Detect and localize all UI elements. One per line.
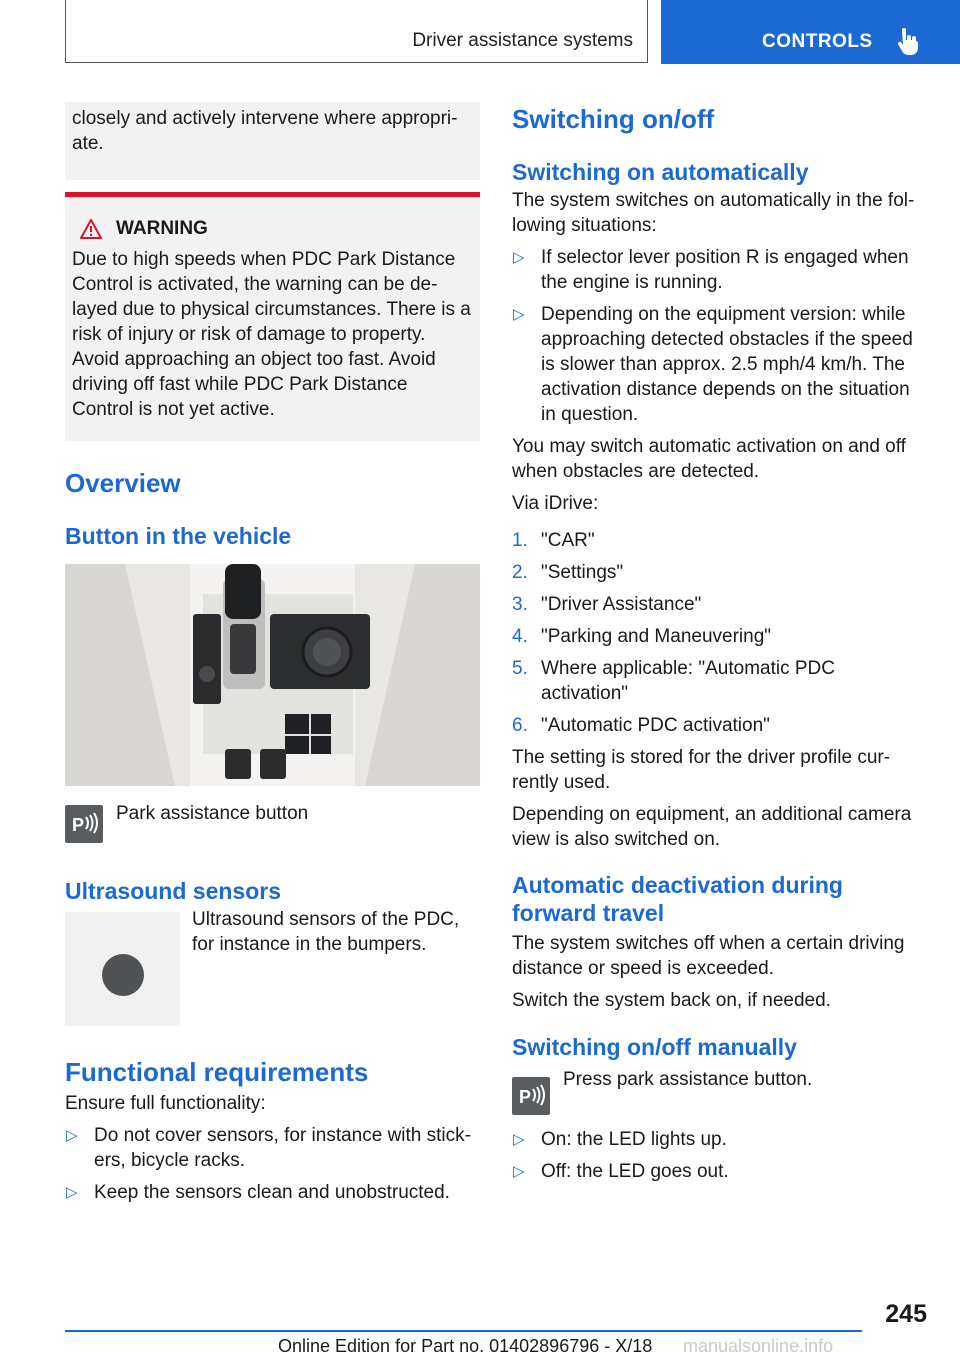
list-item: ▷ If selector lever position R is engaged when the engine is running. (513, 247, 909, 293)
auto-heading: Switching on automatically (512, 159, 809, 185)
section-title: Driver assistance systems (412, 30, 633, 51)
left-column (65, 102, 480, 1212)
button-heading: Button in the vehicle (65, 523, 292, 549)
manual-caption-row (512, 1067, 922, 1115)
svg-text:P: P (519, 1087, 532, 1107)
park-assist-caption: Park assistance button (116, 803, 309, 824)
bullet-triangle-icon: ▷ (66, 1127, 78, 1144)
list-item: 2. "Settings" (512, 562, 624, 583)
bullet-triangle-icon: ▷ (513, 249, 525, 266)
ultrasound-sensor-image (65, 912, 180, 1026)
bullet-triangle-icon: ▷ (513, 1163, 525, 1180)
list-item: ▷ Keep the sensors clean and unobstructed. (66, 1182, 450, 1203)
note-text: closely and actively intervene where appropri‐ate. (72, 108, 458, 154)
manual-list (512, 1127, 922, 1184)
auto-list (512, 245, 922, 427)
list-item: 6. "Automatic PDC activation" (512, 715, 770, 736)
via-idrive: Via iDrive: (512, 493, 599, 514)
auto-intro: The system switches on automatically in the fol‐lowing situations: (512, 190, 915, 236)
warning-triangle-icon (80, 219, 102, 239)
warning-header (72, 216, 473, 241)
right-column (512, 102, 922, 1191)
svg-text:P: P (72, 815, 85, 835)
list-item: ▷ Do not cover sensors, for instance with stick‐ers, bicycle racks. (66, 1125, 471, 1171)
park-assist-icon (65, 805, 103, 843)
functional-heading: Functional requirements (65, 1057, 369, 1087)
list-item: ▷ Off: the LED goes out. (513, 1161, 729, 1182)
overview-heading: Overview (65, 468, 181, 498)
stored-para: The setting is stored for the driver profile cur‐rently used. (512, 747, 891, 793)
warning-title: WARNING (116, 218, 208, 239)
bullet-triangle-icon: ▷ (513, 306, 525, 323)
ultrasound-heading: Ultrasound sensors (65, 878, 281, 904)
deactivation-heading: Automatic deactivation during forward travel (512, 872, 843, 926)
ultrasound-sensor-dot (102, 954, 144, 996)
header-section-box (65, 0, 648, 63)
warning-text: Due to high speeds when PDC Park Distance Control is activated, the warning can be de‐layed due to physical circumstances. There is a risk of injury or risk of damage to property. Avoid approaching an object too fast. Avoid driving off fast while PDC Park Distance Control is not yet active. (72, 249, 471, 420)
switch-back-para: Switch the system back on, if needed. (512, 990, 831, 1011)
manual-caption: Press park assistance button. (563, 1069, 813, 1090)
console-photo (65, 564, 480, 786)
controls-tab-label: CONTROLS (762, 31, 873, 52)
camera-para: Depending on equipment, an additional camera view is also switched on. (512, 804, 912, 850)
list-item: 5. Where applicable: "Automatic PDC activation" (512, 658, 835, 704)
center-console-image (65, 564, 480, 786)
idrive-steps (512, 528, 922, 738)
ultrasound-text: Ultrasound sensors of the PDC, for instance in the bumpers. (192, 909, 460, 955)
page-number: 245 (885, 1300, 927, 1328)
manual-heading: Switching on/off manually (512, 1034, 797, 1060)
list-item: ▷ On: the LED lights up. (513, 1129, 727, 1150)
deactivation-para: The system switches off when a certain driving distance or speed is exceeded. (512, 933, 905, 979)
bullet-triangle-icon: ▷ (66, 1184, 78, 1201)
functional-list (65, 1123, 480, 1205)
bullet-triangle-icon: ▷ (513, 1131, 525, 1148)
hand-pointer-icon (895, 27, 921, 55)
list-item: 4. "Parking and Maneuvering" (512, 626, 772, 647)
footer-edition: Online Edition for Part no. 01402896796 - X/18 (278, 1336, 653, 1356)
footer-watermark: manualsonline.info (683, 1336, 834, 1356)
list-item: ▷ Depending on the equipment version: while approaching detected obstacles if the speed is slower than approx. 2.5 mph/4 km/h. The activation distance depends on the situation in question. (513, 304, 913, 425)
switching-heading: Switching on/off (512, 104, 715, 134)
park-assist-icon (512, 1077, 550, 1115)
functional-intro: Ensure full functionality: (65, 1093, 266, 1114)
footer-divider (65, 1330, 862, 1332)
list-item: 1. "CAR" (512, 530, 595, 551)
note-box (65, 102, 480, 180)
list-item: 3. "Driver Assistance" (512, 594, 702, 615)
park-assist-caption-row (65, 805, 480, 843)
auto-para: You may switch automatic activation on and off when obstacles are detected. (512, 436, 906, 482)
ultrasound-row (65, 907, 480, 1026)
warning-box (65, 192, 480, 441)
